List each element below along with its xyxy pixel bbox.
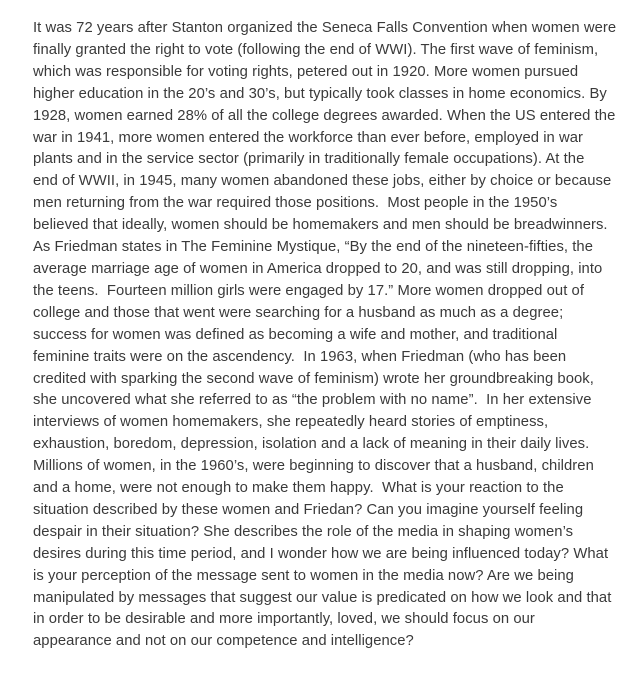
text-line: end of WWII, in 1945, many women abandoned these jobs, either by choice or because [33, 173, 612, 190]
text-line: feminine traits were on the ascendency. In 1963, when Friedman (who has been [33, 348, 567, 365]
text-line: the teens. Fourteen million girls were engaged by 17.” More women dropped out of [33, 282, 585, 299]
text-line: exhaustion, boredom, depression, isolation and a lack of meaning in their daily lives. [33, 436, 590, 453]
text-line: which was responsible for voting rights, petered out in 1920. More women pursued [33, 63, 579, 80]
text-line: believed that ideally, women should be homemakers and men should be breadwinners. [33, 217, 608, 234]
text-line: is your perception of the message sent to women in the media now? Are we being [33, 567, 574, 584]
text-line: in order to be desirable and more importantly, loved, we should focus on our [33, 611, 535, 628]
text-line: appearance and not on our competence and intelligence? [33, 633, 414, 650]
text-line: situation described by these women and Friedan? Can you imagine yourself feeling [33, 501, 584, 518]
text-line: Millions of women, in the 1960’s, were beginning to discover that a husband, children [33, 458, 594, 475]
text-line: It was 72 years after Stanton organized the Seneca Falls Convention when women were [33, 20, 617, 36]
text-line: higher education in the 20’s and 30’s, but typically took classes in home economics. By [33, 85, 607, 102]
text-line: interviews of women homemakers, she repeatedly heard stories of emptiness, [33, 414, 549, 431]
text-line: As Friedman states in The Feminine Mystique, “By the end of the nineteen-fifties, the [33, 239, 593, 256]
body-paragraph [33, 18, 633, 653]
text-line: plants and in the service sector (primarily in traditionally female occupations). At the [33, 151, 585, 168]
text-line: finally granted the right to vote (following the end of WWI). The first wave of feminism, [33, 41, 599, 58]
text-line: college and those that went were searching for a husband as much as a degree; [33, 304, 564, 321]
text-line: 1928, women earned 28% of all the college degrees awarded. When the US entered the [33, 107, 616, 124]
text-line: she uncovered what she referred to as “the problem with no name”. In her extensive [33, 392, 592, 409]
text-line: average marriage age of women in America dropped to 20, and was still dropping, into [33, 260, 603, 277]
text-line: desires during this time period, and I wonder how we are being influenced today? What [33, 545, 609, 562]
text-line: success for women was defined as becoming a wife and mother, and traditional [33, 326, 558, 343]
text-line: war in 1941, more women entered the workforce than ever before, employed in war [33, 129, 584, 146]
text-line: despair in their situation? She describes the role of the media in shaping women’s [33, 523, 574, 540]
text-line: credited with sparking the second wave of feminism) wrote her groundbreaking book, [33, 370, 594, 387]
text-line: manipulated by messages that suggest our value is predicated on how we look and that [33, 589, 612, 606]
text-line: and a home, were not enough to make them happy. What is your reaction to the [33, 480, 564, 497]
text-line: men returning from the war required those positions. Most people in the 1950’s [33, 195, 558, 212]
